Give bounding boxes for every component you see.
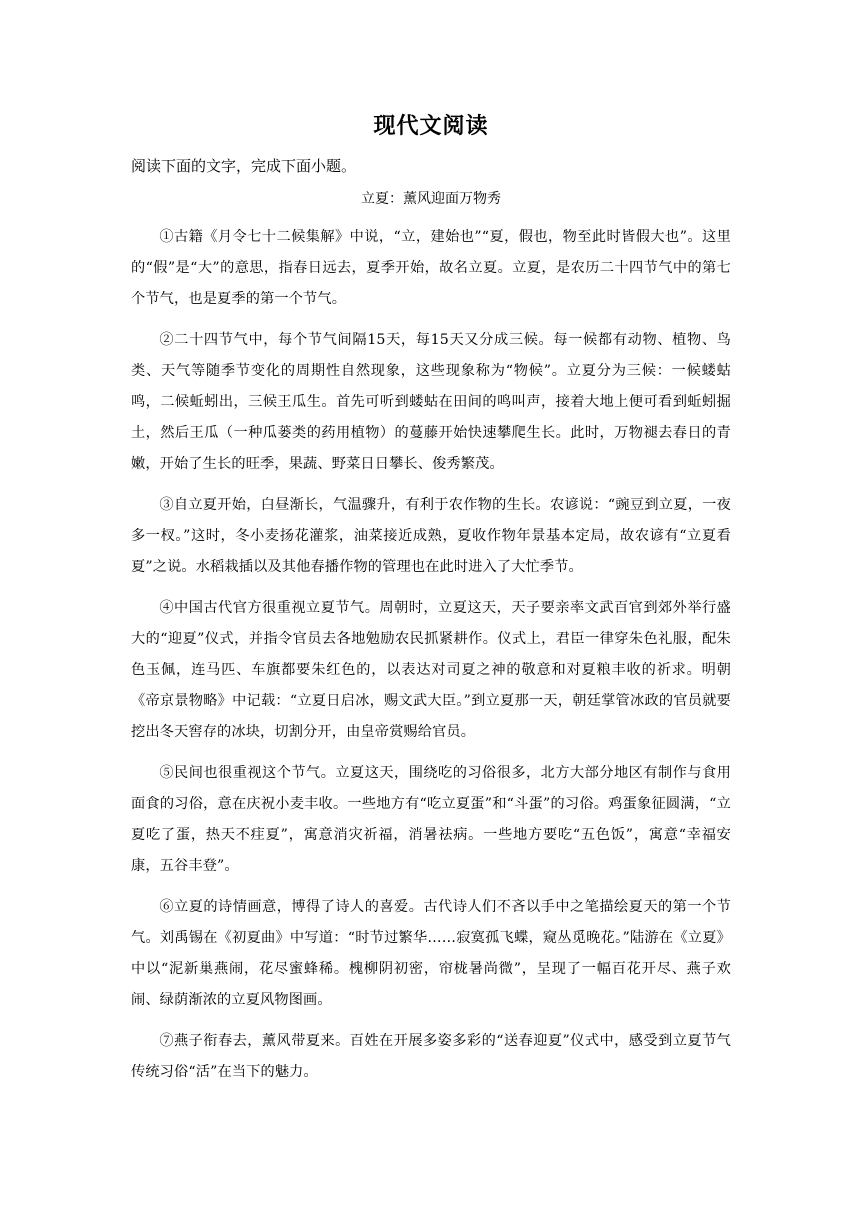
paragraph-1: ①古籍《月令七十二候集解》中说，“立，建始也”“夏，假也，物至此时皆假大也”。这里的“假”是“大”的意思，指春日远去，夏季开始，故名立夏。立夏，是农历二十四节气中的第七个节气，也是夏季的第一个节气。 [131,229,731,307]
paragraph-7: ⑦燕子衔春去，薰风带夏来。百姓在开展多姿多彩的“送春迎夏”仪式中，感受到立夏节气传统习俗“活”在当下的魅力。 [131,1033,731,1080]
article-body [131,222,731,1098]
paragraph-6: ⑥立夏的诗情画意，博得了诗人的喜爱。古代诗人们不吝以手中之笔描绘夏天的第一个节气。刘禹锡在《初夏曲》中写道：“时节过繁华……寂寞孤飞蝶，窥丛觅晚花。”陆游在《立夏》中以“泥新巢燕闹，花尽蜜蜂稀。槐柳阴初密，帘栊暑尚微”，呈现了一幅百花开尽、燕子欢闹、绿荫渐浓的立夏风物图画。 [131,899,731,1008]
paragraph-4: ④中国古代官方很重视立夏节气。周朝时，立夏这天，天子要亲率文武百官到郊外举行盛大的“迎夏”仪式，并指令官员去各地勉励农民抓紧耕作。仪式上，君臣一律穿朱色礼服，配朱色玉佩，连马匹、车旗都要朱红色的，以表达对司夏之神的敬意和对夏粮丰收的祈求。明朝《帝京景物略》中记载：“立夏日启冰，赐文武大臣。”到立夏那一天，朝廷掌管冰政的官员就要挖出冬天窖存的冰块，切割分开，由皇帝赏赐给官员。 [131,600,731,740]
paragraph-3: ③自立夏开始，白昼渐长，气温骤升，有利于农作物的生长。农谚说：“豌豆到立夏，一夜多一杈。”这时，冬小麦扬花灌浆，油菜接近成熟，夏收作物年景基本定局，故农谚有“立夏看夏”之说。水稻栽插以及其他春播作物的管理也在此时进入了大忙季节。 [131,497,731,575]
paragraph-2: ②二十四节气中，每个节气间隔15天，每15天又分成三候。每一候都有动物、植物、鸟类、天气等随季节变化的周期性自然现象，这些现象称为“物候”。立夏分为三候：一候蝼蛄鸣，二候蚯蚓出，三候王瓜生。首先可听到蝼蛄在田间的鸣叫声，接着大地上便可看到蚯蚓掘土，然后王瓜（一种瓜蒌类的药用植物）的蔓藤开始快速攀爬生长。此时，万物褪去春日的青嫩，开始了生长的旺季，果蔬、野菜日日攀长、俊秀繁茂。 [131,332,731,472]
paragraph-5: ⑤民间也很重视这个节气。立夏这天，围绕吃的习俗很多，北方大部分地区有制作与食用面食的习俗，意在庆祝小麦丰收。一些地方有“吃立夏蛋”和“斗蛋”的习俗。鸡蛋象征圆满，“立夏吃了蛋，热天不疰夏”，寓意消灾祈福，消暑祛病。一些地方要吃“五色饭”，寓意“幸福安康，五谷丰登”。 [131,765,731,874]
reading-instruction: 阅读下面的文字，完成下面小题。 [131,157,357,175]
article-title: 立夏：薰风迎面万物秀 [361,191,501,207]
page-title: 现代文阅读 [373,114,489,139]
